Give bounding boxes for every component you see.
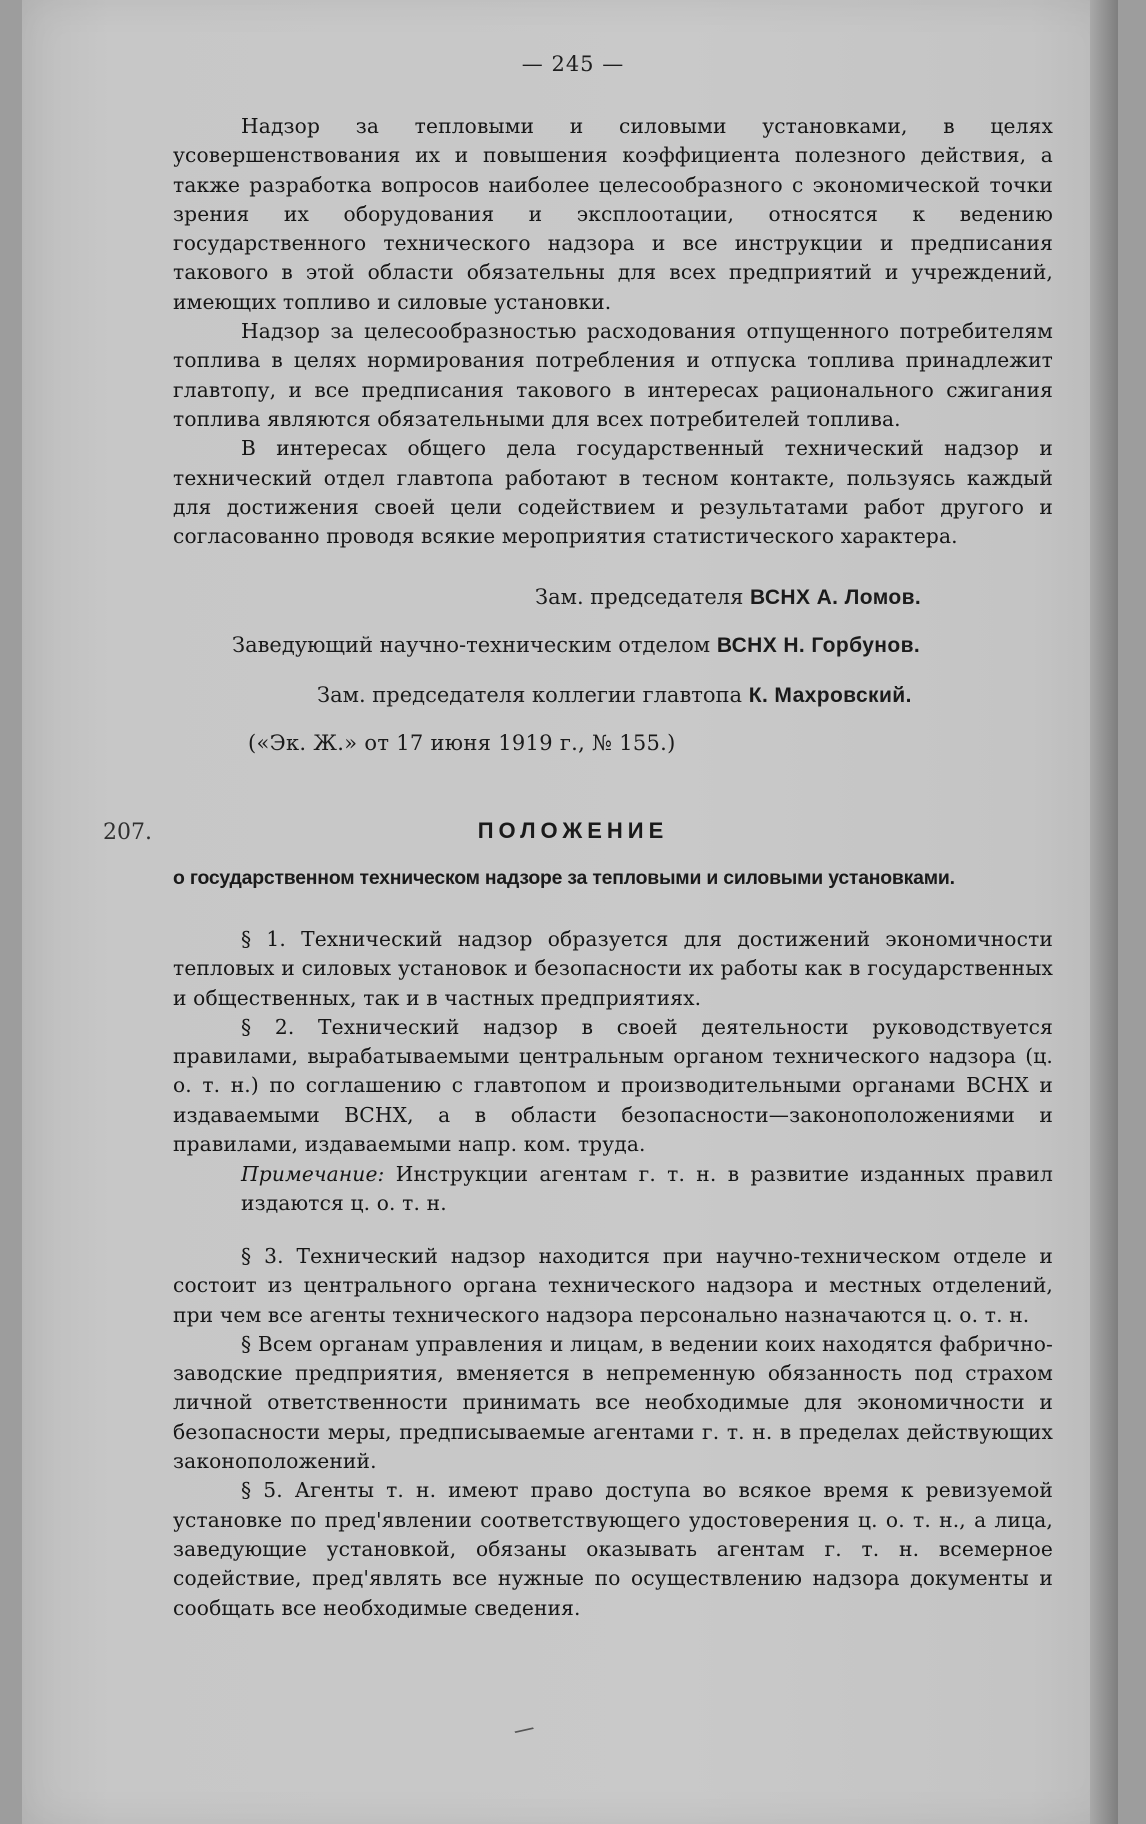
source-citation: («Эк. Ж.» от 17 июня 1919 г., № 155.) xyxy=(248,731,676,755)
signature-role: Заведующий научно-техническим отделом xyxy=(232,633,711,657)
signature-lomov xyxy=(535,585,921,610)
section-5: § 5. Агенты т. н. имеют право доступа во всякое время к ревизуемой установке по пред'явлении соответствующего удостоверения ц. о. т. н., а лица, заведующие установкой, обязаны оказывать агентам г. т. н. всемерное содействие, пред'являть все нужные по осуществлению надзора документы и сообщать все необходимые сведения. xyxy=(173,1478,1053,1620)
section-1: § 1. Технический надзор образуется для достижений экономичности тепловых и силовых установок и безопасности их работы как в государственных и общественных, так и в частных предприятиях. xyxy=(173,927,1053,1010)
pen-mark: / xyxy=(511,1721,537,1740)
section-2: § 2. Технический надзор в своей деятельности руководствуется правилами, вырабатываемыми центральным органом технического надзора (ц. о. т. н.) по соглашению с главтопом и производительными органами ВСНХ и издаваемыми ВСНХ, а в области безопасности—законоположениями и правилами, издаваемыми напр. ком. труда. xyxy=(173,1014,1053,1157)
document-heading: ПОЛОЖЕНИЕ xyxy=(477,818,669,843)
signature-gorbunov xyxy=(232,633,920,658)
section-2-note xyxy=(173,1160,1053,1219)
signature-role: Зам. председателя xyxy=(535,585,744,609)
signature-name: ВСНХ Н. Горбунов. xyxy=(716,634,921,657)
sections-block-2 xyxy=(173,1242,1053,1623)
paragraph-heat-supervision: Надзор за тепловыми и силовыми установками, в целях усовершенствования их и повышения коэффициента полезного действия, а также разработка вопросов наиболее целесообразного с экономической точки зрения их оборудования и эксплоотации, относятся к ведению государственного технического надзора и все инструкции и предписания такового в этой области обязательны для всех предприятий и учреждений, имеющих топливо и силовые установки. xyxy=(173,114,1053,314)
paragraph-cooperation: В интересах общего дела государственный технический надзор и технический отдел главтопа работают в тесном контакте, пользуясь каждый для достижения своей цели содействием и результатами работ другого и согласованно проводя всякие мероприятия статистического характера. xyxy=(173,436,1053,549)
note-block xyxy=(173,1160,1053,1219)
page-number: — 245 — xyxy=(521,52,625,76)
top-text-block xyxy=(173,112,1053,551)
paragraph-fuel-consumption: Надзор за целесообразностью расходования отпущенного потребителям топлива в целях нормирования потребления и отпуска топлива принадлежит главтопу, и все предписания такового в интересах рационального сжигания топлива являются обязательными для всех потребителей топлива. xyxy=(173,319,1053,431)
document-number: 207. xyxy=(103,820,152,845)
signature-name: ВСНХ А. Ломов. xyxy=(750,586,922,609)
document-subheading: о государственном техническом надзоре за тепловыми и силовыми установками. xyxy=(173,867,955,889)
sections-block-1 xyxy=(173,925,1053,1159)
signature-makhrovsky xyxy=(317,683,912,708)
page-edge-shadow xyxy=(1090,0,1118,1824)
note-label: Примечание: xyxy=(241,1162,385,1186)
signature-role: Зам. председателя коллегии главтопа xyxy=(317,683,743,707)
section-3: § 3. Технический надзор находится при научно-техническом отделе и состоит из центрального органа технического надзора и местных отделений, при чем все агенты технического надзора персонально назначаются ц. о. т. н. xyxy=(173,1244,1053,1327)
signature-name: К. Махровский. xyxy=(748,684,912,707)
note-text: Инструкции агентам г. т. н. в развитие изданных правил издаются ц. о. т. н. xyxy=(241,1162,1053,1216)
section-4: § Всем органам управления и лицам, в ведении коих находятся фабрично-заводские предприятия, вменяется в непременную обязанность под страхом личной ответственности принимать все необходимые для экономичности и безопасности меры, предписываемые агентами г. т. н. в пределах действующих законоположений. xyxy=(173,1331,1053,1474)
